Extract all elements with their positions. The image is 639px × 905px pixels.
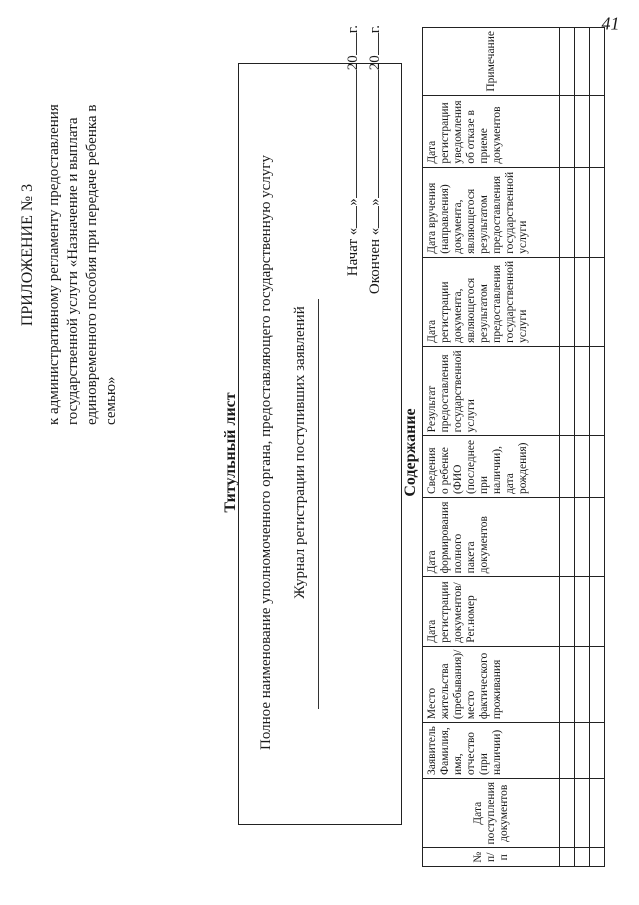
year-blank: [342, 33, 357, 55]
appendix-heading: ПРИЛОЖЕНИЕ № 3: [19, 183, 36, 327]
table-header-row: [423, 28, 560, 867]
header-cell: Примечание: [423, 28, 560, 96]
header-cell: № п/п: [423, 848, 560, 867]
appendix-line: семью»: [103, 376, 119, 425]
close-quote: »: [345, 198, 361, 206]
header-cell: Дата вручения (направления) документа, являющегося результатом предоставления государственной услуги: [423, 167, 560, 257]
appendix-block: [18, 65, 121, 425]
header-cell: Место жительства (пребывания)/ место фактического проживания: [423, 646, 560, 722]
dates-block: [342, 25, 386, 365]
month-blank: [364, 70, 379, 198]
header-cell: Заявитель Фамилия, имя, отчество (при наличии): [423, 723, 560, 779]
header-cell: Результат предоставления государственной услуги: [423, 346, 560, 436]
appendix-line: единовременного пособия при передаче ребенка в: [84, 104, 100, 425]
day-blank: [364, 206, 379, 228]
header-cell: Сведения о ребенке (ФИО (последнее при наличии), дата рождения): [423, 436, 560, 498]
year-suffix: г.: [367, 25, 383, 34]
year-suffix: г.: [345, 25, 361, 34]
table-row: [590, 28, 605, 867]
day-blank: [342, 206, 357, 228]
close-quote: »: [367, 198, 383, 206]
end-date-row: [364, 25, 386, 365]
page-number: 41: [601, 13, 620, 34]
start-date-row: [342, 25, 364, 365]
register-table: [422, 27, 605, 867]
blank-underline: [318, 299, 319, 709]
year-prefix: 20: [345, 55, 361, 71]
table-row: [560, 28, 575, 867]
month-blank: [342, 70, 357, 198]
start-label: Начат «: [345, 227, 361, 277]
appendix-line: государственной услуги «Назначение и выплата: [65, 117, 81, 425]
appendix-line: к административному регламенту предоставления: [46, 104, 62, 425]
year-blank: [364, 33, 379, 55]
journal-title: Журнал регистрации поступивших заявлений: [292, 306, 308, 599]
end-label: Окончен «: [367, 227, 383, 295]
content-heading: Содержание: [402, 408, 419, 497]
title-sheet-heading: Титульный лист: [222, 392, 239, 513]
org-name-line: Полное наименование уполномоченного органа, предоставляющего государственную услугу: [258, 155, 274, 750]
year-prefix: 20: [367, 55, 383, 71]
header-cell: Дата поступления документов: [423, 778, 560, 848]
header-cell: Дата регистрации уведомления об отказе в приеме документов: [423, 95, 560, 167]
header-cell: Дата регистрации документов/ Рег.номер: [423, 577, 560, 646]
header-cell: Дата формирования полного пакета документов: [423, 498, 560, 577]
header-cell: Дата регистрации документа, являющегося результатом предоставления государственной услуги: [423, 257, 560, 346]
table-row: [575, 28, 590, 867]
